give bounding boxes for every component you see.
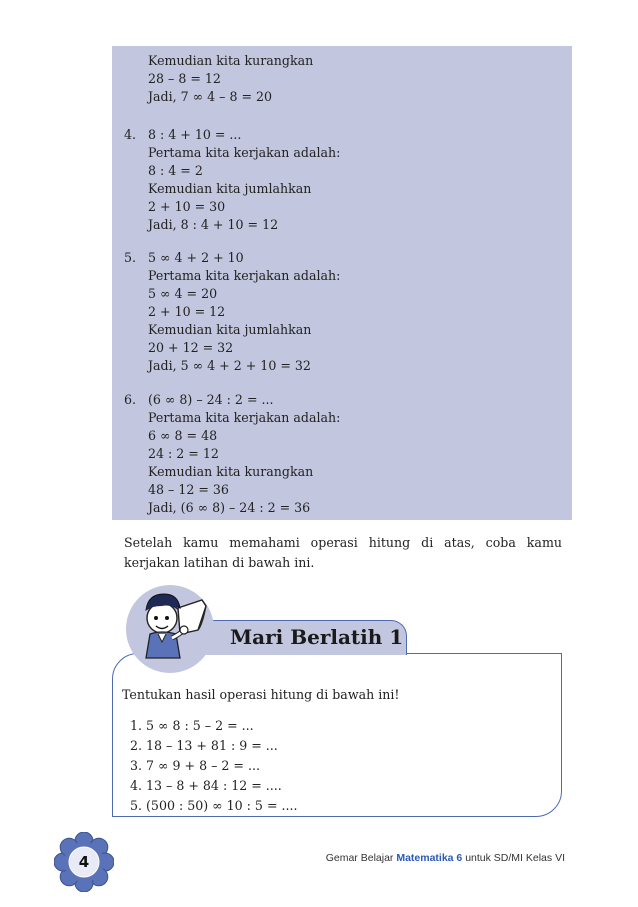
worked-line: 48 – 12 = 36 bbox=[148, 482, 229, 497]
worked-line: 2 + 10 = 12 bbox=[148, 304, 226, 319]
worked-line: Jadi, 5 ∞ 4 + 2 + 10 = 32 bbox=[148, 358, 311, 373]
footer-suffix: untuk SD/MI Kelas VI bbox=[462, 852, 565, 864]
worked-line: 2 + 10 = 30 bbox=[148, 199, 226, 214]
exercise-item: 1. 5 ∞ 8 : 5 – 2 = ... bbox=[130, 718, 254, 733]
worked-line: 5 ∞ 4 + 2 + 10 bbox=[148, 250, 244, 265]
problem-number: 4. bbox=[124, 127, 137, 142]
worked-line: 20 + 12 = 32 bbox=[148, 340, 234, 355]
worked-line: Kemudian kita jumlahkan bbox=[148, 181, 312, 196]
problem-number: 5. bbox=[124, 250, 137, 265]
exercise-item: 2. 18 – 13 + 81 : 9 = ... bbox=[130, 738, 278, 753]
exercise-instruction: Tentukan hasil operasi hitung di bawah ini! bbox=[122, 687, 400, 702]
worked-line: Jadi, 8 : 4 + 10 = 12 bbox=[148, 217, 279, 232]
exercise-item: 5. (500 : 50) ∞ 10 : 5 = .... bbox=[130, 798, 298, 813]
worked-line: Pertama kita kerjakan adalah: bbox=[148, 145, 341, 160]
worked-line: 24 : 2 = 12 bbox=[148, 446, 219, 461]
worked-line: 5 ∞ 4 = 20 bbox=[148, 286, 218, 301]
worked-line: Pertama kita kerjakan adalah: bbox=[148, 410, 341, 425]
exercise-title: Mari Berlatih 1 bbox=[230, 625, 404, 649]
footer-prefix: Gemar Belajar bbox=[325, 852, 397, 864]
worked-line: 28 – 8 = 12 bbox=[148, 71, 221, 86]
worked-line: Kemudian kita kurangkan bbox=[148, 53, 314, 68]
boy-mascot-icon bbox=[132, 586, 214, 668]
footer-subject: Matematika 6 bbox=[396, 852, 463, 864]
page-number: 4 bbox=[78, 853, 90, 871]
worked-line: (6 ∞ 8) – 24 : 2 = ... bbox=[148, 392, 274, 407]
worked-line: Pertama kita kerjakan adalah: bbox=[148, 268, 341, 283]
worked-line: Kemudian kita jumlahkan bbox=[148, 322, 312, 337]
footer-text bbox=[326, 852, 565, 864]
worked-line: 8 : 4 = 2 bbox=[148, 163, 203, 178]
exercise-item: 4. 13 – 8 + 84 : 12 = .... bbox=[130, 778, 282, 793]
exercise-item: 3. 7 ∞ 9 + 8 – 2 = ... bbox=[130, 758, 260, 773]
problem-number: 6. bbox=[124, 392, 137, 407]
worked-line: 6 ∞ 8 = 48 bbox=[148, 428, 218, 443]
worked-line: Kemudian kita kurangkan bbox=[148, 464, 314, 479]
worked-line: Jadi, (6 ∞ 8) – 24 : 2 = 36 bbox=[148, 500, 311, 515]
intro-paragraph: Setelah kamu memahami operasi hitung di atas, coba kamu kerjakan latihan di bawah ini. bbox=[124, 535, 562, 570]
worked-line: Jadi, 7 ∞ 4 – 8 = 20 bbox=[148, 89, 273, 104]
worked-line: 8 : 4 + 10 = ... bbox=[148, 127, 242, 142]
